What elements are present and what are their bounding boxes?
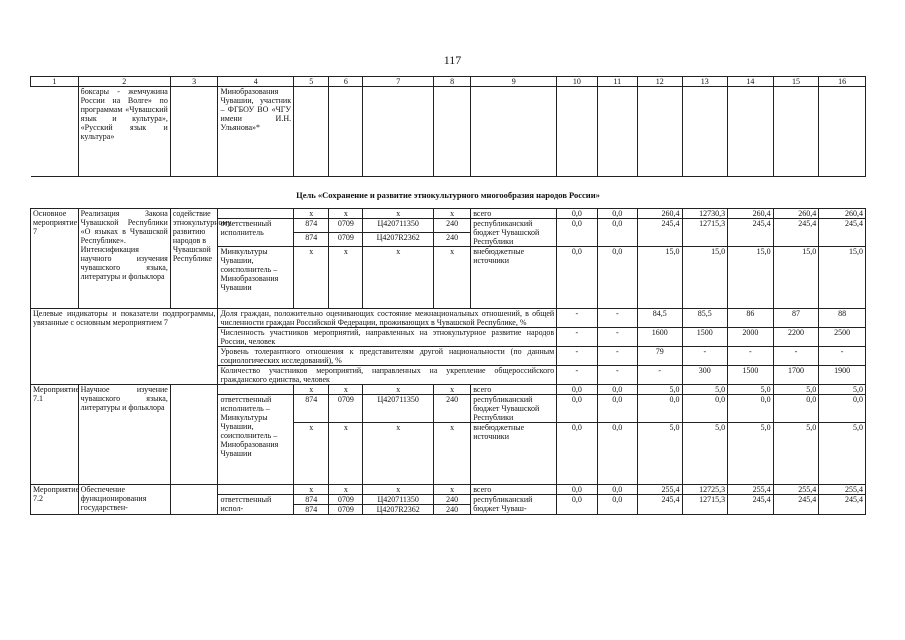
indicator-row: Численность участников мероприятий, направленных на этнокультурное развитие народов России, человек - - 1600 1500 2000 2200 2500 [31,328,866,347]
indicator-row: Целевые индикаторы и показатели подпрограммы, увязанные с основным мероприятием 7 Доля граждан, положительно оценивающих состояние межнациональных отношений, в общей численности граждан Российской Федерации, проживающих в Чувашской Республике, % - - 84,5 85,5 86 87 88 [31,309,866,328]
table-row: Мероприятие 7.2 Обеспечение функционирования государствен- x x x x всего 0,0 0,0 255,4 12725,3 255,4 255,4 255,4 [31,485,866,495]
table-row: Мероприятие 7.1 Научное изучение чувашского языка, литературы и фольклора x x x x всего 0,0 0,0 5,0 5,0 5,0 5,0 5,0 [31,385,866,395]
table-row: ответственный исполнитель 874 0709 Ц420711350 240 республиканский бюджет Чувашской Республики 0,0 0,0 245,4 12715,3 245,4 245,4 245,4 [31,219,866,233]
table-row: 874 0709 Ц4207R2362 240 [31,505,866,515]
header-row: 1 2 3 4 5 6 7 8 9 10 11 12 13 14 15 16 [31,77,866,87]
table-row: Основное мероприятие 7 Реализация Закона Чувашской Республики «О языках в Чувашской Республике». Интенсификация научного изучения чувашского языка, литературы и фольклора содействие этнокультурному развитию народов в Чувашской Республике x x x x всего 0,0 0,0 260,4 12730,3 260,4 260,4 260,4 [31,209,866,219]
budget-table [30,76,866,515]
table-row: боксары - жемчужина России на Волге» по программам «Чувашский язык и культура», «Русский язык и культура» Минобразования Чувашии, участник – ФГБОУ ВО «ЧГУ имени И.Н. Ульянова»* [31,87,866,177]
indicator-row: Количество участников мероприятий, направленных на укрепление общероссийского гражданского единства, человек - - - 300 1500 1700 1900 [31,366,866,385]
page-number: 117 [443,53,462,67]
table-row: ответственный испол- 874 0709 Ц420711350 240 республиканский бюджет Чуваш- 0,0 0,0 245,4 12715,3 245,4 245,4 245,4 [31,495,866,505]
table-row: x x x x внебюджетные источники 0,0 0,0 5,0 5,0 5,0 5,0 5,0 [31,423,866,485]
table-row: 874 0709 Ц4207R2362 240 [31,233,866,247]
table-row: Минкультуры Чувашии, соисполнитель – Минобразования Чувашии x x x x внебюджетные источники 0,0 0,0 15,0 15,0 15,0 15,0 15,0 [31,247,866,309]
goal-title: Цель «Сохранение и развитие этнокультурного многообразия народов России» [31,177,866,209]
indicators-label: Целевые индикаторы и показатели подпрограммы, увязанные с основным мероприятием 7 [31,309,218,385]
table-row: ответственный исполнитель – Минкультуры Чувашии, соисполнитель – Минобразования Чувашии 874 0709 Ц420711350 240 республиканский бюджет Чувашской Республики 0,0 0,0 0,0 0,0 0,0 0,0 0,0 [31,395,866,423]
goal-row [31,177,866,209]
indicator-row: Уровень толерантного отношения к представителям другой национальности (по данным социологических исследований), % - - 79 - - - - [31,347,866,366]
